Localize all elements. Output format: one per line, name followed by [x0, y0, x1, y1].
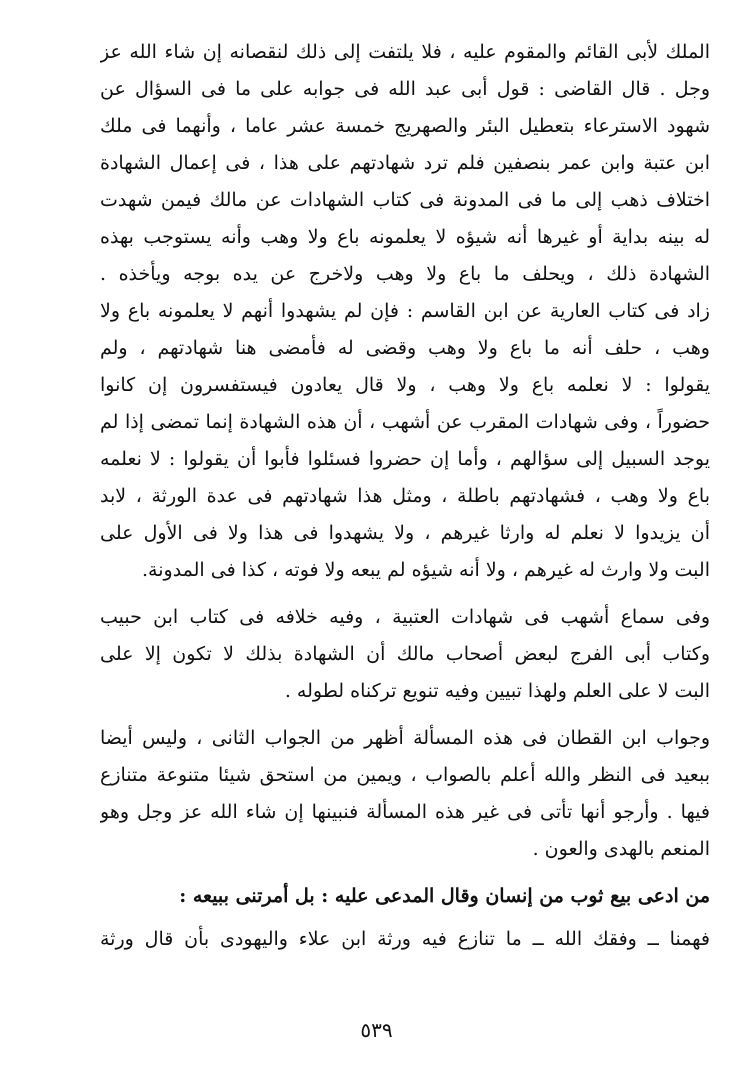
text-line: وهب ، حلف أنه ما باع ولا وهب وقضى له فأمضى هنا شهادتهم ، ولم — [100, 337, 710, 359]
text-line: اختلاف ذهب إلى ما فى المدونة فى كتاب الشهادات عن مالك فيمن شهدت — [100, 189, 710, 211]
paragraph-3 — [100, 720, 710, 868]
text-line: وفى سماع أشهب فى شهادات العتبية ، وفيه خلافه فى كتاب ابن حبيب — [100, 606, 710, 628]
text-line: يقولوا : لا نعلمه باع ولا وهب ، ولا قال يعادون فيستفسرون إن كانوا — [100, 374, 710, 396]
text-line: الملك لأبى القائم والمقوم عليه ، فلا يلتفت إلى ذلك لنقصانه إن شاء الله عز — [100, 41, 710, 63]
paragraph-4 — [100, 921, 710, 958]
text-line: وجواب ابن القطان فى هذه المسألة أظهر من الجواب الثانى ، وليس أيضا — [100, 727, 710, 749]
text-line: فيها . وأرجو أنها تأتى فى غير هذه المسألة فنبينها إن شاء الله عز وجل وهو — [100, 801, 710, 823]
paragraph-2 — [100, 599, 710, 710]
text-line: ببعيد فى النظر والله أعلم بالصواب ، ويمين من استحق شيئا متنوعة متنازع — [100, 764, 710, 786]
text-line: زاد فى كتاب العارية عن ابن القاسم : فإن لم يشهدوا أنهم لا يعلمونه باع ولا — [100, 300, 710, 322]
text-line: الشهادة ذلك ، ويحلف ما باع ولا وهب ولاخرج عن يده بوجه ويأخذه . — [100, 263, 710, 285]
text-line: ابن عتبة وابن عمر بنصفين فلم ترد شهادتهم على هذا ، فى إعمال الشهادة — [100, 152, 710, 174]
text-line: له بينه بداية أو غيرها أنه شيؤه لا يعلمونه باع ولا وهب وأنه يستوجب بهذه — [100, 226, 710, 248]
text-line: أن يزيدوا لا نعلم له وارثا غيرهم ، ولا يشهدوا فى هذا ولا فى الأول على — [100, 522, 710, 544]
section-heading: من ادعى بيع ثوب من إنسان وقال المدعى عليه : بل أمرتنى ببيعه : — [179, 885, 710, 907]
text-line: حضوراً ، وفى شهادات المقرب عن أشهب ، أن هذه الشهادة إنما تمضى إذا لم — [100, 411, 710, 433]
text-line: البت ولا وارث له غيرهم ، ولا أنه شيؤه لم يبعه ولا فوته ، كذا فى المدونة. — [142, 559, 710, 581]
page-number: ٥٣٩ — [360, 1018, 393, 1042]
text-line: المنعم بالهدى والعون . — [532, 838, 710, 860]
text-line: فهمنا ــ وفقك الله ــ ما تنازع فيه ورثة ابن علاء واليهودى بأن قال ورثة — [100, 928, 710, 950]
text-line: البت لا على العلم ولهذا تبيين وفيه تنويع تركناه لطوله . — [284, 680, 710, 702]
text-line: وجل . قال القاضى : قول أبى عبد الله فى جوابه على ما فى السؤال عن — [100, 78, 710, 100]
text-line: باع ولا وهب ، فشهادتهم باطلة ، ومثل هذا شهادتهم فى عدة الورثة ، لابد — [100, 485, 710, 507]
text-line: يوجد السبيل إلى سؤالهم ، وأما إن حضروا فسئلوا فأبوا أن يقولوا : لا نعلمه — [100, 448, 710, 470]
paragraph-1 — [100, 34, 710, 589]
body-text — [100, 34, 710, 958]
text-line: وكتاب أبى الفرج لبعض أصحاب مالك أن الشهادة بذلك لا تكون إلا على — [100, 643, 710, 665]
text-line: شهود الاسترعاء بتعطيل البئر والصهريج خمسة عشر عاما ، وأنهما فى ملك — [100, 115, 710, 137]
